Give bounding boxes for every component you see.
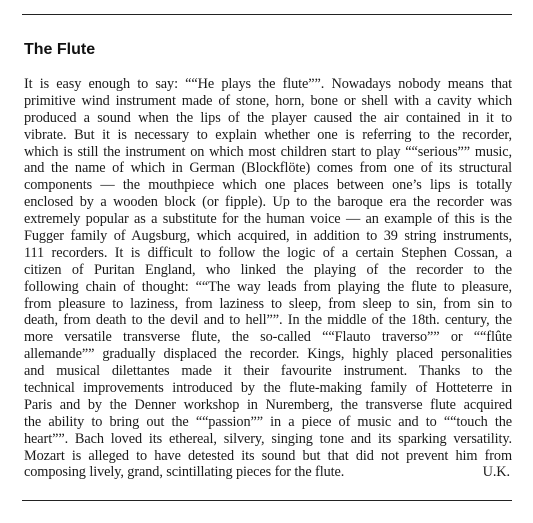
article-body (24, 76, 512, 481)
body-line: following chain of thought: ““The way leads from playing the flute to pleasure, (24, 278, 512, 295)
body-line: and the name of which in German (Blockflöte) comes from one of its structural (24, 160, 512, 177)
body-line: which is still the instrument on which most children start to play ““serious”” music, (24, 143, 512, 160)
body-line: death, from death to the devil and to hell””. In the middle of the 18th. century, the (24, 312, 512, 329)
body-line: Paris and by the Denner workshop in Nuremberg, the transverse flute acquired (24, 396, 512, 413)
body-line: primitive wind instrument made of stone, horn, bone or shell with a cavity which (24, 92, 512, 109)
body-line: citizen of Puritan England, who linked the playing of the recorder to the (24, 261, 512, 278)
body-line: It is easy enough to say: ““He plays the flute””. Nowadays nobody means that (24, 76, 512, 92)
body-line: components — the mouthpiece which one places between one’s lips is totally (24, 177, 512, 194)
body-line-last (24, 464, 512, 481)
body-line: technical improvements introduced by the flute-making family of Hotteterre in (24, 380, 512, 397)
bottom-rule (22, 500, 512, 501)
article-title: The Flute (24, 41, 96, 58)
body-line: the ability to bring out the ““passion”” in a piece of music and to ““touch the (24, 413, 512, 430)
body-line: extremely popular as a substitute for the human voice — an example of this is the (24, 211, 512, 228)
body-line: allemande”” gradually displaced the recorder. Kings, highly placed personalities (24, 346, 512, 363)
top-rule (22, 14, 512, 15)
body-line: produced a sound when the lips of the player caused the air contained in it to (24, 109, 512, 126)
author-signature: U.K. (482, 464, 510, 481)
body-line: 111 recorders. It is difficult to follow the logic of a certain Stephen Cossan, a (24, 244, 512, 261)
body-line: heart””. Bach loved its ethereal, silvery, singing tone and its sparking versatility. (24, 430, 512, 447)
body-line: Mozart is alleged to have detested its sound but that did not prevent him from (24, 447, 512, 464)
body-line: enclosed by a wooden block (or fipple). Up to the baroque era the recorder was (24, 194, 512, 211)
body-line-text: composing lively, grand, scintillating pieces for the flute. (24, 464, 345, 481)
body-line: more versatile transverse flute, the so-called ““Flauto traverso”” or ““flûte (24, 329, 512, 346)
body-line: and musical dilettantes made it their favourite instrument. Thanks to the (24, 363, 512, 380)
body-line: vibrate. But it is necessary to explain whether one is referring to the recorder, (24, 126, 512, 143)
body-line: Fugger family of Augsburg, which acquired, in addition to 39 string instruments, (24, 228, 512, 245)
body-line: from pleasure to laziness, from laziness to sleep, from sleep to sin, from sin to (24, 295, 512, 312)
